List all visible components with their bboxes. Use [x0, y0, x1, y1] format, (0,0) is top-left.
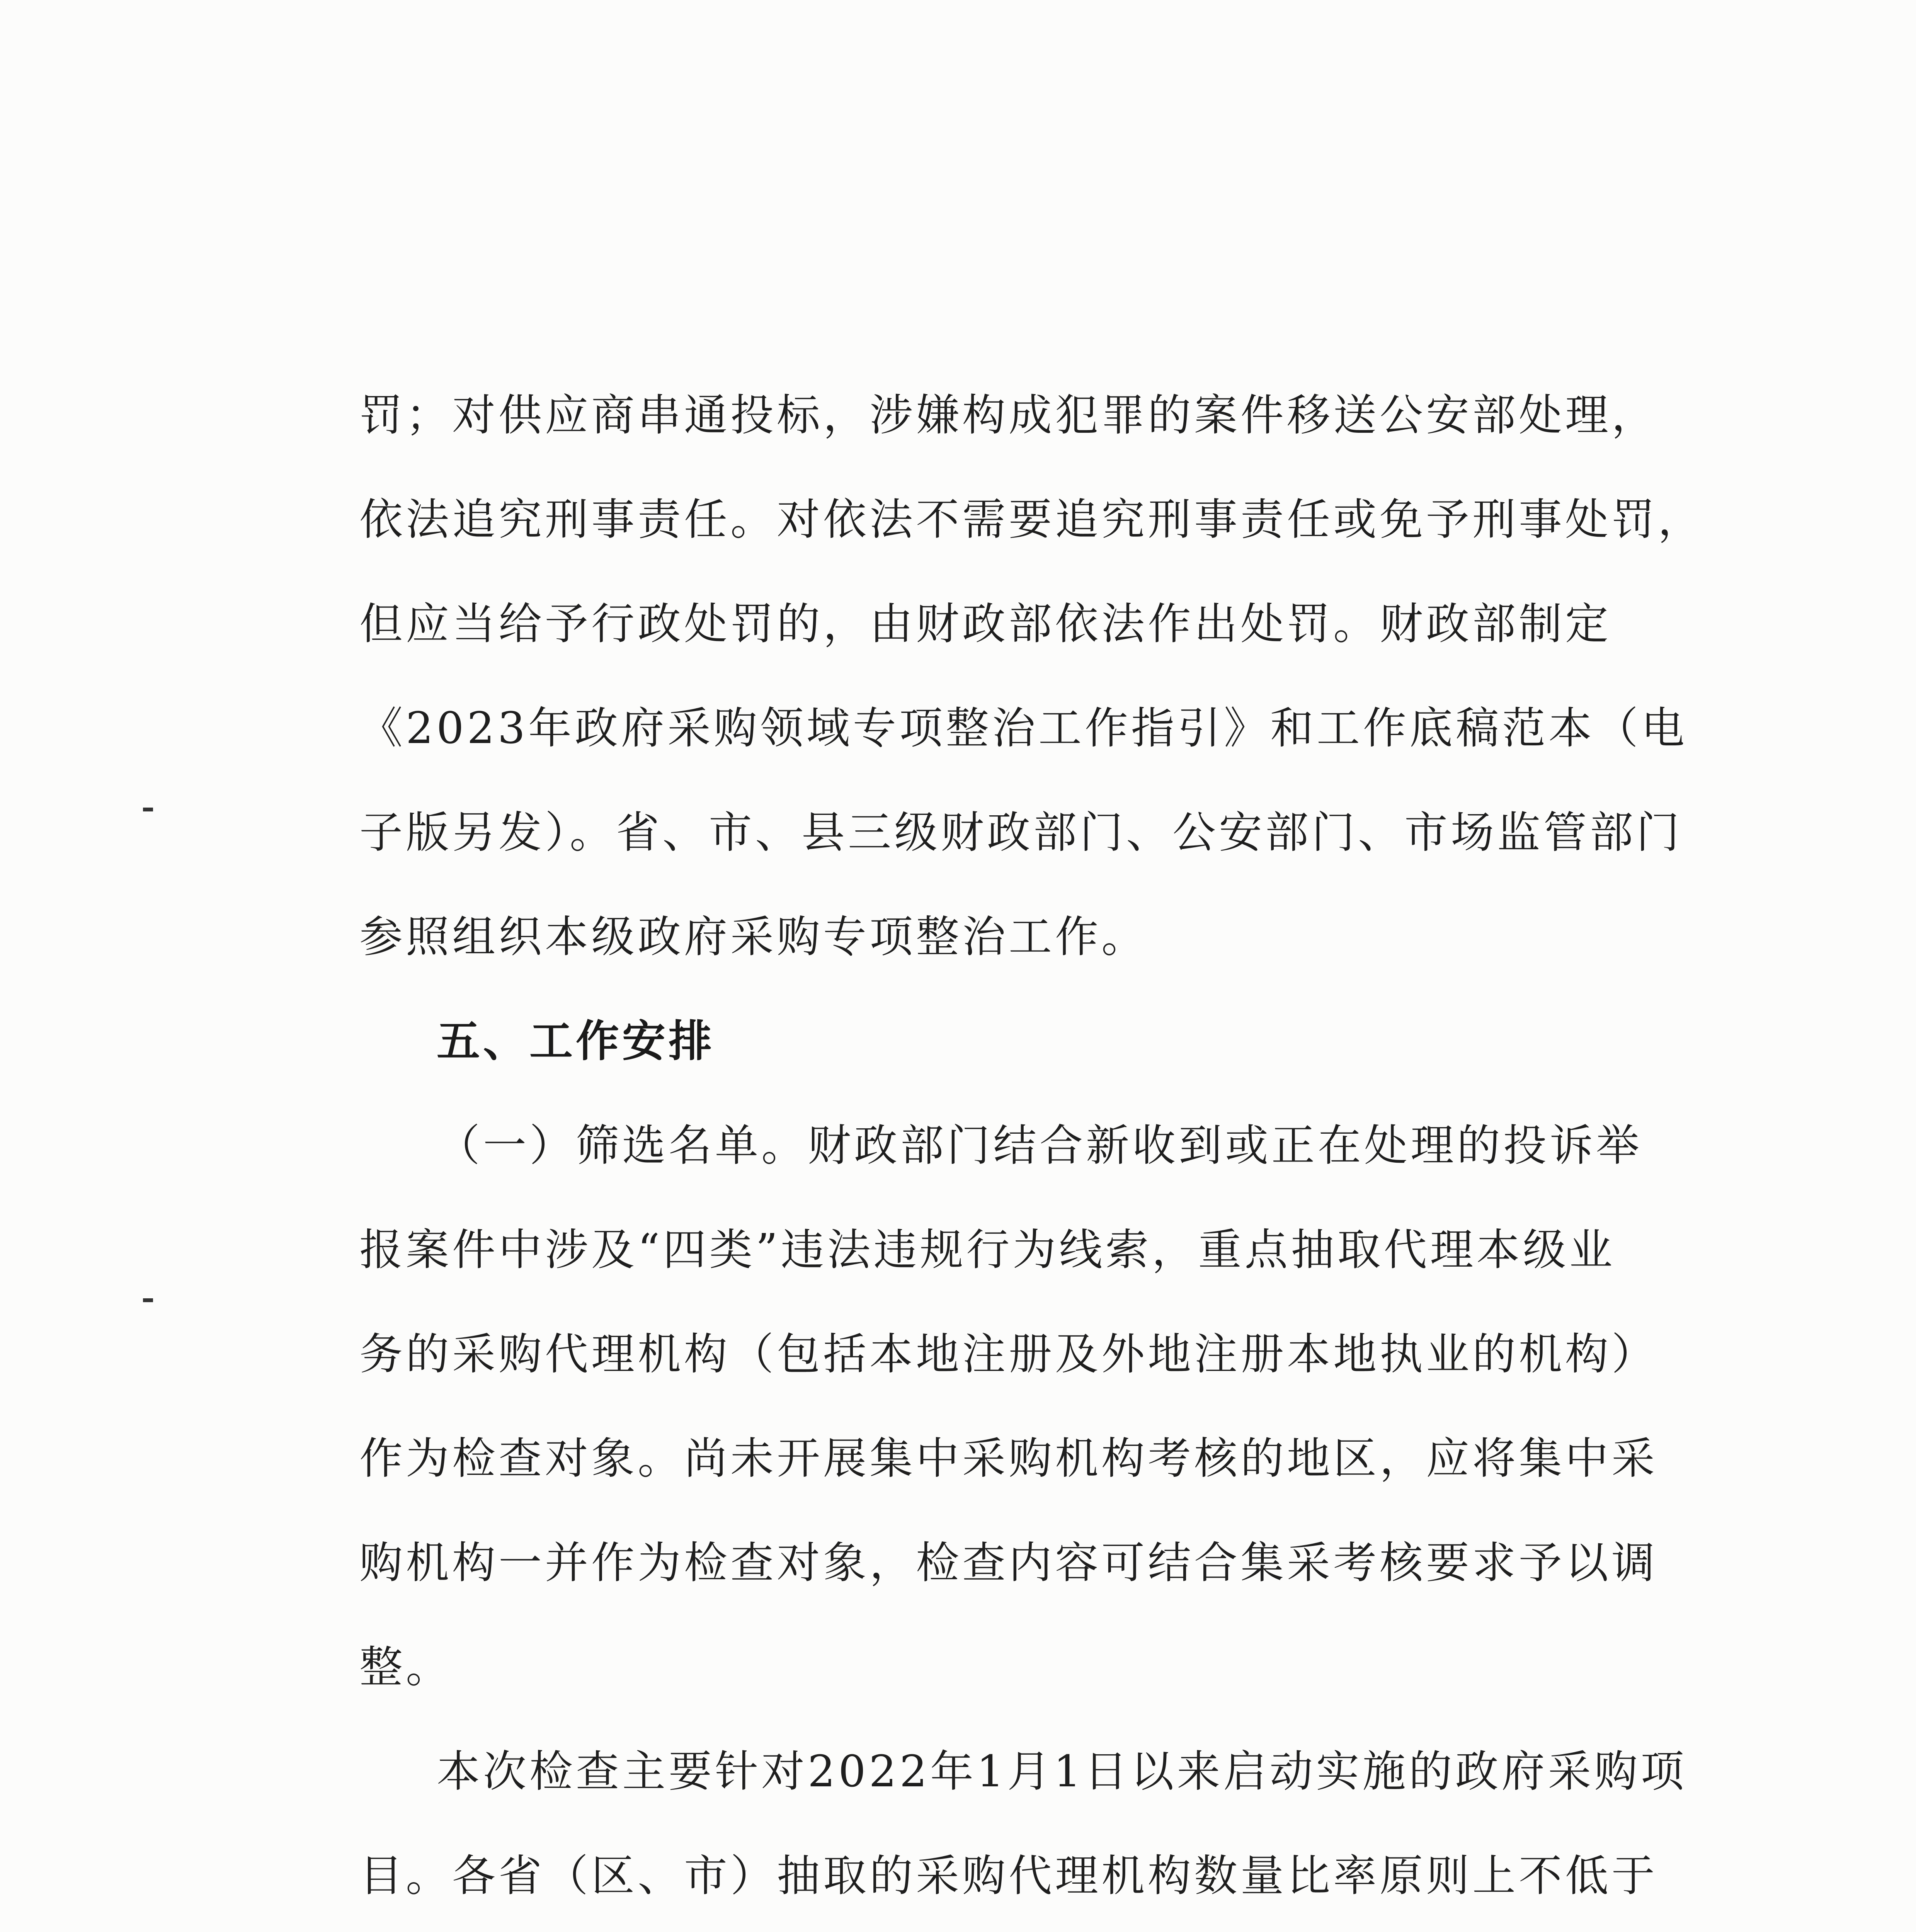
paragraph-line: 罚；对供应商串通投标，涉嫌构成犯罪的案件移送公安部处理， — [359, 390, 1658, 440]
paragraph-line: 《2023年政府采购领域专项整治工作指引》和工作底稿范本（电 — [359, 703, 1688, 753]
paragraph-line: 子版另发）。省、市、县三级财政部门、公安部门、市场监管部门 — [359, 808, 1683, 858]
paragraph-line: 购机构一并作为检查对象，检查内容可结合集采考核要求予以调 — [359, 1538, 1658, 1588]
paragraph-line: 目。各省（区、市）抽取的采购代理机构数量比率原则上不低于 — [359, 1851, 1658, 1901]
paragraph-line: 务的采购代理机构（包括本地注册及外地注册本地执业的机构） — [359, 1329, 1658, 1379]
section-heading: 五、工作安排 — [437, 1016, 715, 1066]
scan-mark — [143, 808, 153, 811]
paragraph-line: 报案件中涉及“四类”违法违规行为线索，重点抽取代理本级业 — [359, 1225, 1616, 1275]
paragraph-line: 依法追究刑事责任。对依法不需要追究刑事责任或免予刑事处罚， — [359, 495, 1704, 545]
paragraph-line: 作为检查对象。尚未开展集中采购机构考核的地区，应将集中采 — [359, 1434, 1658, 1484]
paragraph-line: （一）筛选名单。财政部门结合新收到或正在处理的投诉举 — [437, 1121, 1642, 1171]
scan-mark — [143, 1298, 153, 1302]
paragraph-line: 本次检查主要针对2022年1月1日以来启动实施的政府采购项 — [437, 1747, 1687, 1797]
paragraph-line: 参照组织本级政府采购专项整治工作。 — [359, 912, 1148, 962]
paragraph-line: 整。 — [359, 1642, 452, 1692]
paragraph-line: 但应当给予行政处罚的，由财政部依法作出处罚。财政部制定 — [359, 599, 1611, 649]
